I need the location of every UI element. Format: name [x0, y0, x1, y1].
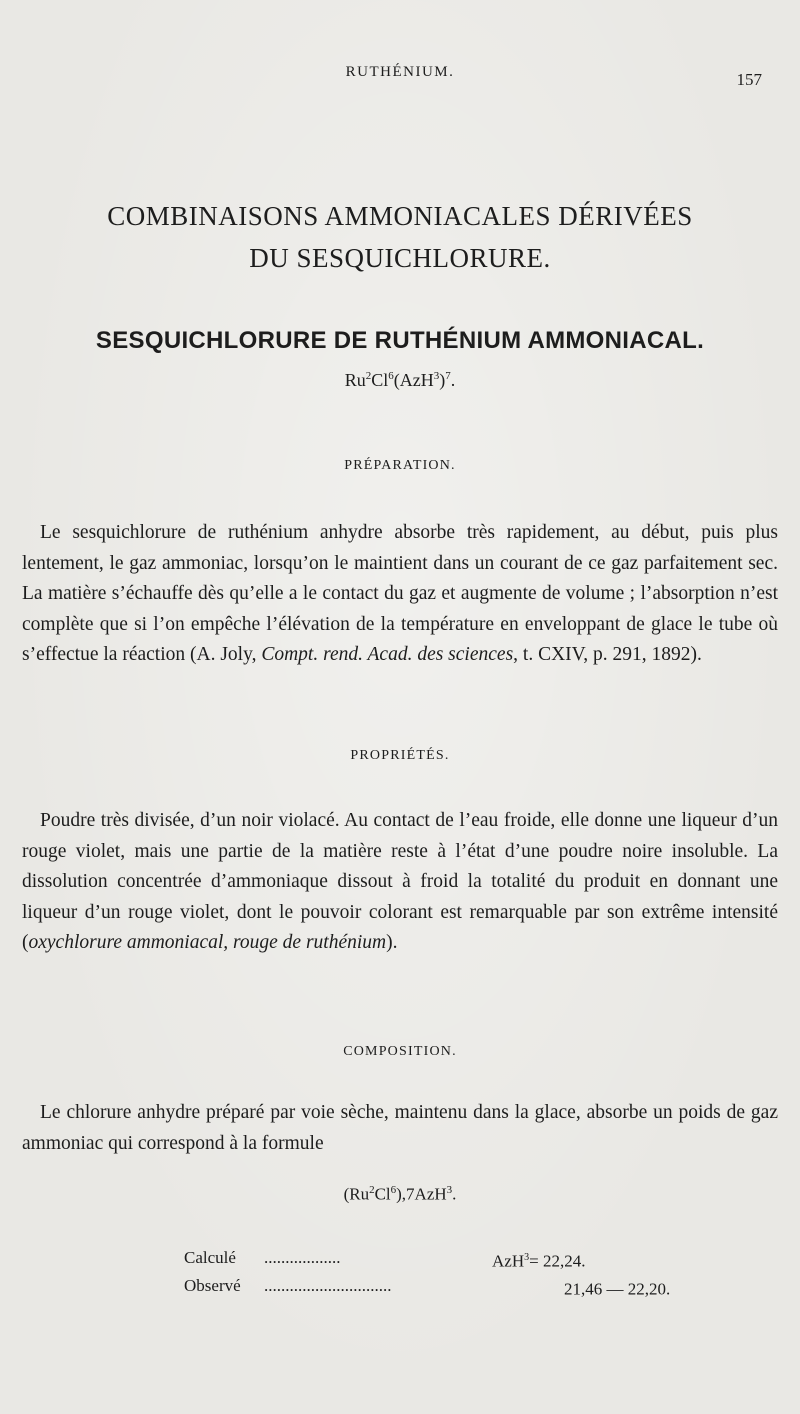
citation: Compt. rend. Acad. des sciences	[261, 644, 514, 666]
analysis-table	[184, 1246, 670, 1301]
compound-heading: SESQUICHLORURE DE RUTHÉNIUM AMMONIACAL.	[95, 327, 705, 354]
paragraph-preparation: Le sesquichlorure de ruthénium anhydre absorbe très rapidement, au début, puis plus lentement, le gaz ammoniac, lorsqu’on le maintient dans un courant de ce gaz parfaitement sec. La matière s’échauffe dès qu’elle a le contact du gaz et augmente de volume ; l’absorption n’est complète que si l’on empêche l’élévation de la température en enveloppant de glace le tube où s’effectue la réaction (A. Joly, Compt. rend. Acad. des sciences, t. CXIV, p. 291, 1892).	[22, 522, 778, 666]
paragraph-proprietes: Poudre très divisée, d’un noir violacé. Au contact de l’eau froide, elle donne une liqueur d’un rouge violet, mais une partie de la matière reste à l’état d’une poudre noire insoluble. La dissolution concentrée d’ammoniaque dissout à froid la totalité du produit en donnant une liqueur d’un rouge violet, dont le pouvoir colorant est remarquable par son extrême intensité (oxychlorure ammoniacal, rouge de ruthénium).	[22, 810, 778, 954]
section-heading-preparation: PRÉPARATION.	[344, 458, 456, 473]
section-heading-composition: COMPOSITION.	[343, 1044, 457, 1059]
composition-formula: (Ru$^2$Cl$^6$),7AzH$^3$.	[343, 1184, 457, 1204]
compound-formula: $Ru^2Cl^6(AzH^3)^7$.	[344, 370, 456, 390]
chapter-title-line-2: DU SESQUICHLORURE.	[249, 243, 551, 273]
paragraph-composition: Le chlorure anhydre préparé par voie sèche, maintenu dans la glace, absorbe un poids de gaz ammoniac qui correspond à la formule	[22, 1102, 778, 1154]
section-heading-proprietes: PROPRIÉTÉS.	[350, 748, 450, 763]
italic-term: oxychlorure ammoniacal, rouge de ruthénium	[28, 932, 387, 954]
page-number: 157	[736, 70, 762, 89]
running-head: RUTHÉNIUM.	[345, 64, 455, 80]
table-row: Calculé .................. AzH$^3$= 22,24.	[184, 1248, 586, 1271]
chapter-title-line-1: COMBINAISONS AMMONIACALES DÉRIVÉES	[107, 201, 693, 231]
table-row: Observé .............................. 21,46 — 22,20.	[184, 1275, 671, 1299]
